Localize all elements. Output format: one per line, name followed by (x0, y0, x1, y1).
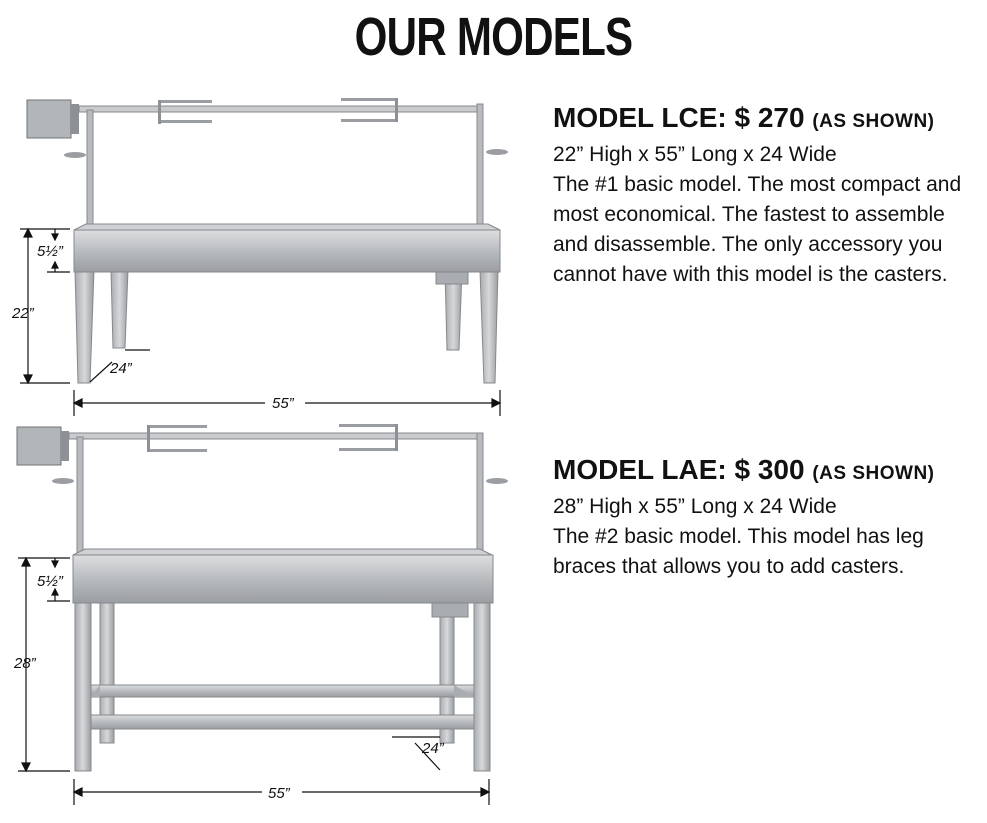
page-title: OUR MODELS (354, 7, 633, 67)
pan (74, 224, 500, 272)
model-description: The #2 basic model. This model has leg braces that allows you to add casters. (553, 525, 924, 578)
legs (75, 270, 498, 383)
length-label: 55” (268, 785, 290, 802)
model-lce-diagram (0, 0, 530, 420)
pan (73, 549, 493, 603)
model-lae-info (553, 452, 978, 582)
pan-depth-label: 5½” (37, 573, 63, 590)
pan-depth-label: 5½” (37, 243, 63, 260)
model-lce-info (553, 100, 978, 290)
spit-rod (79, 98, 477, 124)
uprights (52, 433, 508, 555)
length-label: 55” (272, 395, 294, 412)
model-heading (553, 452, 978, 492)
motor-box (27, 100, 79, 138)
model-name: MODEL LAE: $ 300 (553, 454, 805, 485)
model-dimensions: 22” High x 55” Long x 24 Wide (553, 143, 837, 166)
width-label: 24” (422, 740, 444, 757)
model-name: MODEL LCE: $ 270 (553, 102, 805, 133)
spit-rod (69, 424, 477, 452)
height-label: 22” (12, 305, 34, 322)
motor-box (17, 427, 69, 465)
model-description: The #1 basic model. The most compact and most economical. The fastest to assemble and disassemble. The only accessory you cannot have with this model is the casters. (553, 173, 962, 286)
width-label: 24” (110, 360, 132, 377)
model-note: (AS SHOWN) (812, 463, 935, 484)
model-lae-diagram (0, 415, 530, 823)
uprights (64, 104, 508, 230)
model-dimensions: 28” High x 55” Long x 24 Wide (553, 495, 837, 518)
leg-braces (91, 685, 474, 729)
model-note: (AS SHOWN) (812, 111, 935, 132)
model-heading (553, 100, 978, 140)
height-label: 28” (14, 655, 36, 672)
